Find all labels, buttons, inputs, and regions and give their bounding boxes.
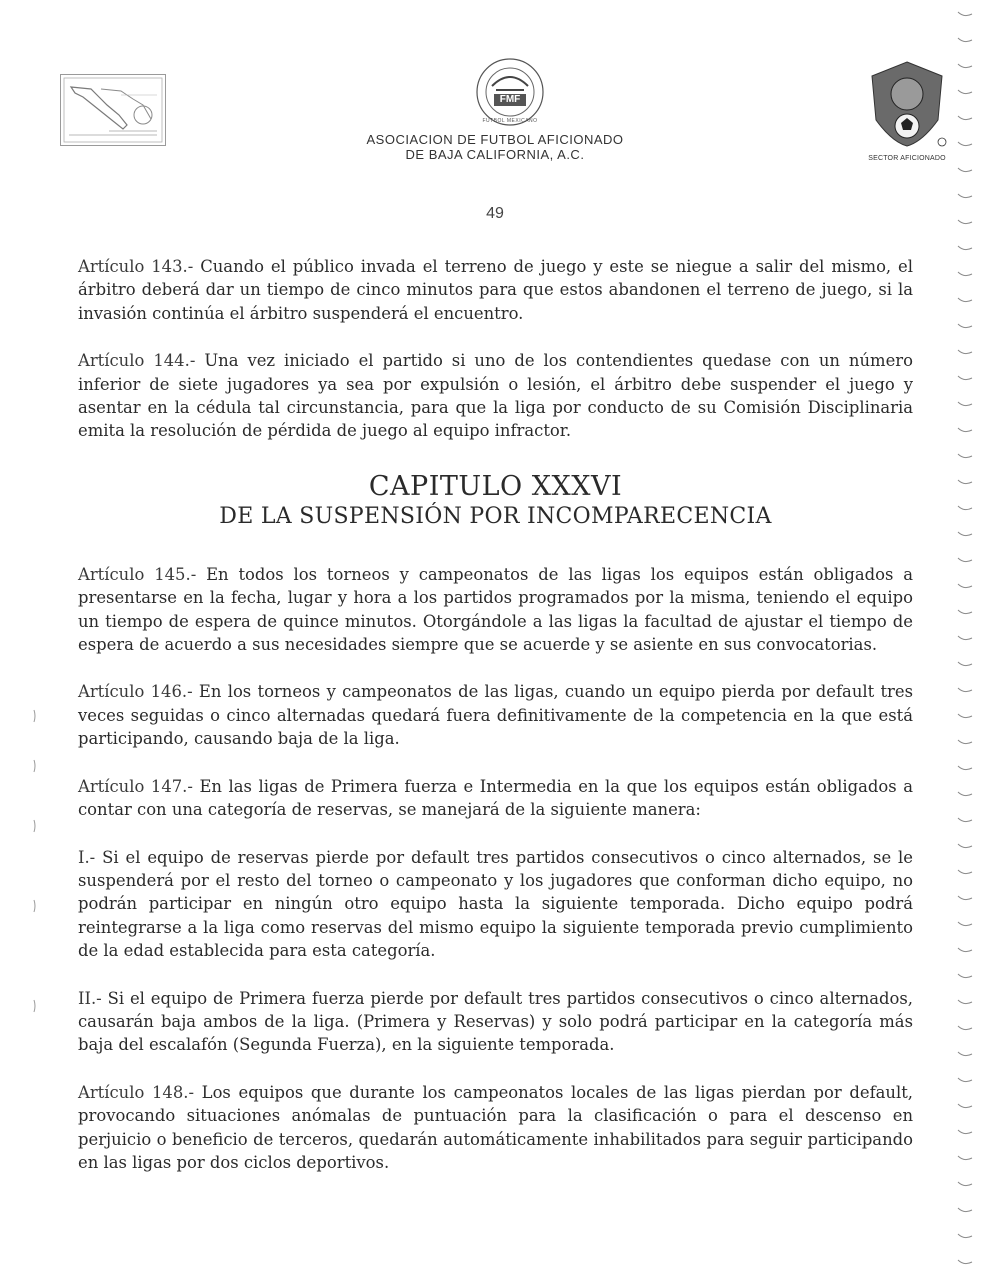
binding-hole-mark	[958, 1104, 972, 1108]
fmf-logo	[470, 56, 550, 128]
binding-hole-mark	[958, 948, 972, 952]
binding-hole-mark	[958, 90, 972, 94]
binding-hole-mark	[958, 896, 972, 900]
binding-holes-decoration	[954, 0, 976, 1280]
binding-hole-mark	[958, 584, 972, 588]
article-text: Cuando el público invada el terreno de juego y este se niegue a salir del mismo, el árbitro deberá dar un tiempo de cinco minutos para que estos abandonen el terreno de juego, si la invasión continúa el árbitro suspenderá el encuentro.	[78, 257, 913, 323]
article-lead: Artículo 145.-	[78, 564, 197, 584]
article-text: Una vez iniciado el partido si uno de los contendientes quedase con un número inferior de siete jugadores ya sea por expulsión o lesión, el árbitro debe suspender el juego y asentar en la cédula tal circunstancia, para que la liga por conducto de su Comisión Disciplinaria emita la resolución de pérdida de juego al equipo infractor.	[78, 351, 913, 441]
binding-hole-mark	[958, 558, 972, 562]
chapter-subtitle: DE LA SUSPENSIÓN POR INCOMPARECENCIA	[219, 503, 772, 529]
section-lead: II.-	[78, 988, 102, 1008]
binding-hole-mark	[958, 818, 972, 822]
article-text: En todos los torneos y campeonatos de las ligas los equipos están obligados a presentarse en la fecha, lugar y hora a los partidos programados por la misma, teniendo el equipo un tiempo de espera de quince minutos. Otorgándole a las ligas la facultad de ajustar el tiempo de espera de acuerdo a sus necesidades siempre que se acuerde y se asiente en sus convocatorias.	[78, 564, 913, 655]
organization-name	[330, 132, 660, 162]
article-147-section-i	[78, 846, 913, 963]
binding-hole-mark	[958, 116, 972, 120]
document-body	[78, 255, 913, 1174]
sector-aficionado-caption: SECTOR AFICIONADO	[868, 155, 946, 162]
organization-name-line2: DE BAJA CALIFORNIA, A.C.	[405, 147, 585, 162]
article-144	[78, 349, 913, 443]
binding-hole-mark	[958, 844, 972, 848]
binding-hole-mark	[958, 428, 972, 432]
binding-hole-mark	[958, 246, 972, 250]
binding-hole-mark	[958, 1078, 972, 1082]
binding-hole-mark	[958, 506, 972, 510]
binding-hole-mark	[958, 272, 972, 276]
map-icon	[61, 75, 165, 145]
article-text: En las ligas de Primera fuerza e Intermedia en la que los equipos están obligados a contar con una categoría de reservas, se manejará de la siguiente manera:	[78, 776, 913, 820]
baja-california-map-logo	[60, 74, 166, 146]
binding-hole-mark	[958, 64, 972, 68]
article-lead: Artículo 144.-	[78, 351, 196, 371]
binding-hole-mark	[958, 1208, 972, 1212]
binding-hole-mark	[958, 1052, 972, 1056]
article-147-section-ii	[78, 987, 913, 1057]
binding-hole-mark	[958, 142, 972, 146]
binding-hole-mark	[958, 38, 972, 42]
article-text: Los equipos que durante los campeonatos locales de las ligas pierdan por default, provocando situaciones anómalas de puntuación para la clasificación o para el descenso en perjuicio o beneficio de terceros, quedarán automáticamente inhabilitados para seguir participando en las ligas por dos ciclos deportivos.	[78, 1082, 913, 1172]
article-145	[78, 563, 913, 657]
section-text: Si el equipo de Primera fuerza pierde por default tres partidos consecutivos o cinco alternados, causarán baja ambos de la liga. (Primera y Reservas) y solo podrá participar en la categoría más baja del escalafón (Segunda Fuerza), en la siguiente temporada.	[78, 988, 913, 1055]
binding-hole-mark	[958, 376, 972, 380]
article-lead: Artículo 146.-	[78, 682, 193, 702]
chapter-title: CAPITULO XXXVI	[368, 470, 623, 502]
binding-hole-mark	[958, 688, 972, 692]
binding-hole-mark	[958, 480, 972, 484]
binding-hole-mark	[958, 1000, 972, 1004]
binding-hole-mark	[958, 324, 972, 328]
binding-hole-mark	[958, 454, 972, 458]
page-number: 49	[486, 205, 504, 222]
chapter-heading	[78, 471, 913, 531]
binding-hole-mark	[958, 610, 972, 614]
binding-hole-mark	[958, 636, 972, 640]
binding-hole-mark	[958, 220, 972, 224]
organization-name-line1: ASOCIACION DE FUTBOL AFICIONADO	[366, 132, 624, 147]
binding-hole-mark	[958, 194, 972, 198]
left-margin-marks-decoration	[28, 700, 40, 1100]
binding-hole-mark	[958, 298, 972, 302]
article-148	[78, 1081, 913, 1175]
mexico-shield-icon	[862, 58, 952, 150]
binding-hole-mark	[958, 1026, 972, 1030]
article-143	[78, 255, 913, 325]
binding-hole-mark	[958, 1234, 972, 1238]
binding-hole-mark	[958, 532, 972, 536]
binding-hole-mark	[958, 350, 972, 354]
article-lead: Artículo 148.-	[78, 1082, 195, 1102]
fmf-logo-ring-text: FUTBOL MEXICANO	[482, 118, 538, 124]
binding-hole-mark	[958, 1260, 972, 1264]
article-lead: Artículo 147.-	[78, 776, 193, 796]
binding-hole-mark	[958, 12, 972, 16]
section-text: Si el equipo de reservas pierde por default tres partidos consecutivos o cinco alternados, se le suspenderá por el resto del torneo o campeonato y los jugadores que conforman dicho equipo, no podrán participar en ningún otro equipo hasta la siguiente temporada. Dicho equipo podrá reintegrarse a la liga como reservas del mismo equipo la siguiente temporada previo cumplimiento de la edad establecida para esta categoría.	[78, 847, 913, 961]
binding-hole-mark	[958, 1130, 972, 1134]
binding-hole-mark	[958, 766, 972, 770]
binding-hole-mark	[958, 870, 972, 874]
binding-hole-mark	[958, 714, 972, 718]
article-lead: Artículo 143.-	[78, 257, 194, 276]
sector-aficionado-logo	[862, 58, 952, 162]
binding-hole-mark	[958, 792, 972, 796]
article-147	[78, 775, 913, 822]
binding-hole-mark	[958, 1156, 972, 1160]
article-text: En los torneos y campeonatos de las ligas, cuando un equipo pierda por default tres veces seguidas o cinco alternadas quedará fuera definitivamente de la competencia en la que está participando, causando baja de la liga.	[78, 682, 913, 749]
binding-hole-mark	[958, 1182, 972, 1186]
binding-hole-mark	[958, 402, 972, 406]
binding-hole-mark	[958, 662, 972, 666]
section-lead: I.-	[78, 847, 96, 867]
binding-hole-mark	[958, 922, 972, 926]
article-146	[78, 680, 913, 750]
binding-hole-mark	[958, 974, 972, 978]
binding-hole-mark	[958, 740, 972, 744]
fmf-logo-text: FMF	[499, 94, 521, 105]
binding-hole-mark	[958, 168, 972, 172]
